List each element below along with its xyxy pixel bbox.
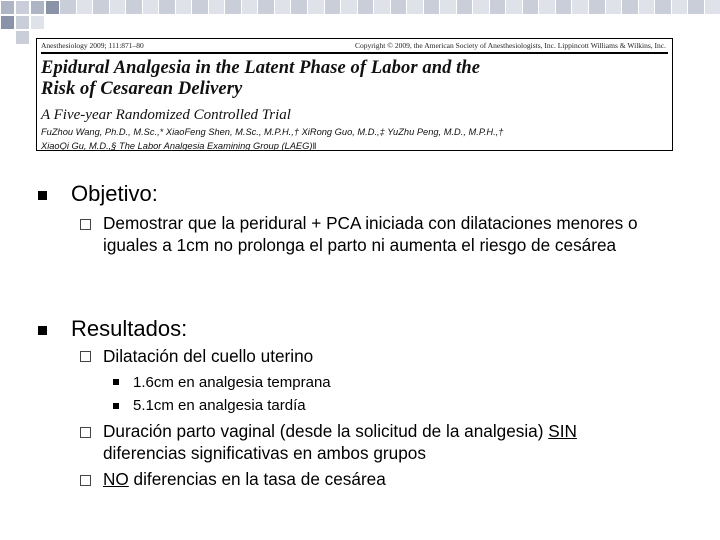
article-title-line2: Risk of Cesarean Delivery [41,78,243,99]
journal-line [41,41,668,50]
duration-emphasis: SIN [548,421,577,441]
cesarean-text-rest: diferencias en la tasa de cesárea [128,469,386,489]
article-authors-line1: FuZhou Wang, Ph.D., M.Sc.,* XiaoFeng Shen, M.Sc., M.P.H.,† XiRong Guo, M.D.,‡ YuZhu Peng, M.D., M.P.H.,† [41,126,504,137]
dilation-late: 5.1cm en analgesia tardía [133,397,306,414]
decorative-corner-grid [0,0,720,40]
square-bullet-icon [113,379,119,385]
article-subtitle: A Five-year Randomized Controlled Trial [41,106,291,123]
dilation-label: Dilatación del cuello uterino [103,346,314,366]
checkbox-bullet-icon [80,427,91,438]
corner-square [45,0,60,15]
results-heading: Resultados: [71,316,188,341]
square-bullet-icon [38,191,47,200]
checkbox-bullet-icon [80,351,91,362]
article-authors-line2: XiaoQi Gu, M.D.,§ The Labor Analgesia Examining Group (LAEG)‖ [41,140,317,151]
duration-text-part1: Duración parto vaginal (desde la solicitud de la analgesia) [103,421,549,441]
cesarean-emphasis: NO [103,469,129,489]
corner-square [0,0,15,15]
duration-text-part2: diferencias significativas en ambos grupos [103,443,426,463]
corner-square [15,15,30,30]
square-bullet-icon [38,326,47,335]
article-header-image [36,38,673,151]
square-bullet-icon [113,403,119,409]
objective-text: Demostrar que la peridural + PCA iniciada con dilataciones menores o iguales a 1cm no prolonga el parto ni aumenta el riesgo de cesárea [103,213,638,255]
article-title-line1: Epidural Analgesia in the Latent Phase of Labor and the [41,57,481,78]
header-rule [41,52,668,54]
copyright-notice: Copyright © 2009, the American Society of Anesthesiologists, Inc. Lippincott Williams & Wilkins, Inc. [354,41,666,50]
checkbox-bullet-icon [80,219,91,230]
top-stripe [60,0,720,14]
corner-square [15,0,30,15]
corner-square [15,30,30,45]
dilation-early: 1.6cm en analgesia temprana [133,374,331,391]
journal-citation: Anesthesiology 2009; 111:871–80 [41,41,144,50]
objective-heading: Objetivo: [71,181,158,206]
duration-text [103,420,683,464]
corner-square [0,15,15,30]
corner-square [30,0,45,15]
cesarean-text [103,468,683,490]
checkbox-bullet-icon [80,475,91,486]
corner-square [30,15,45,30]
